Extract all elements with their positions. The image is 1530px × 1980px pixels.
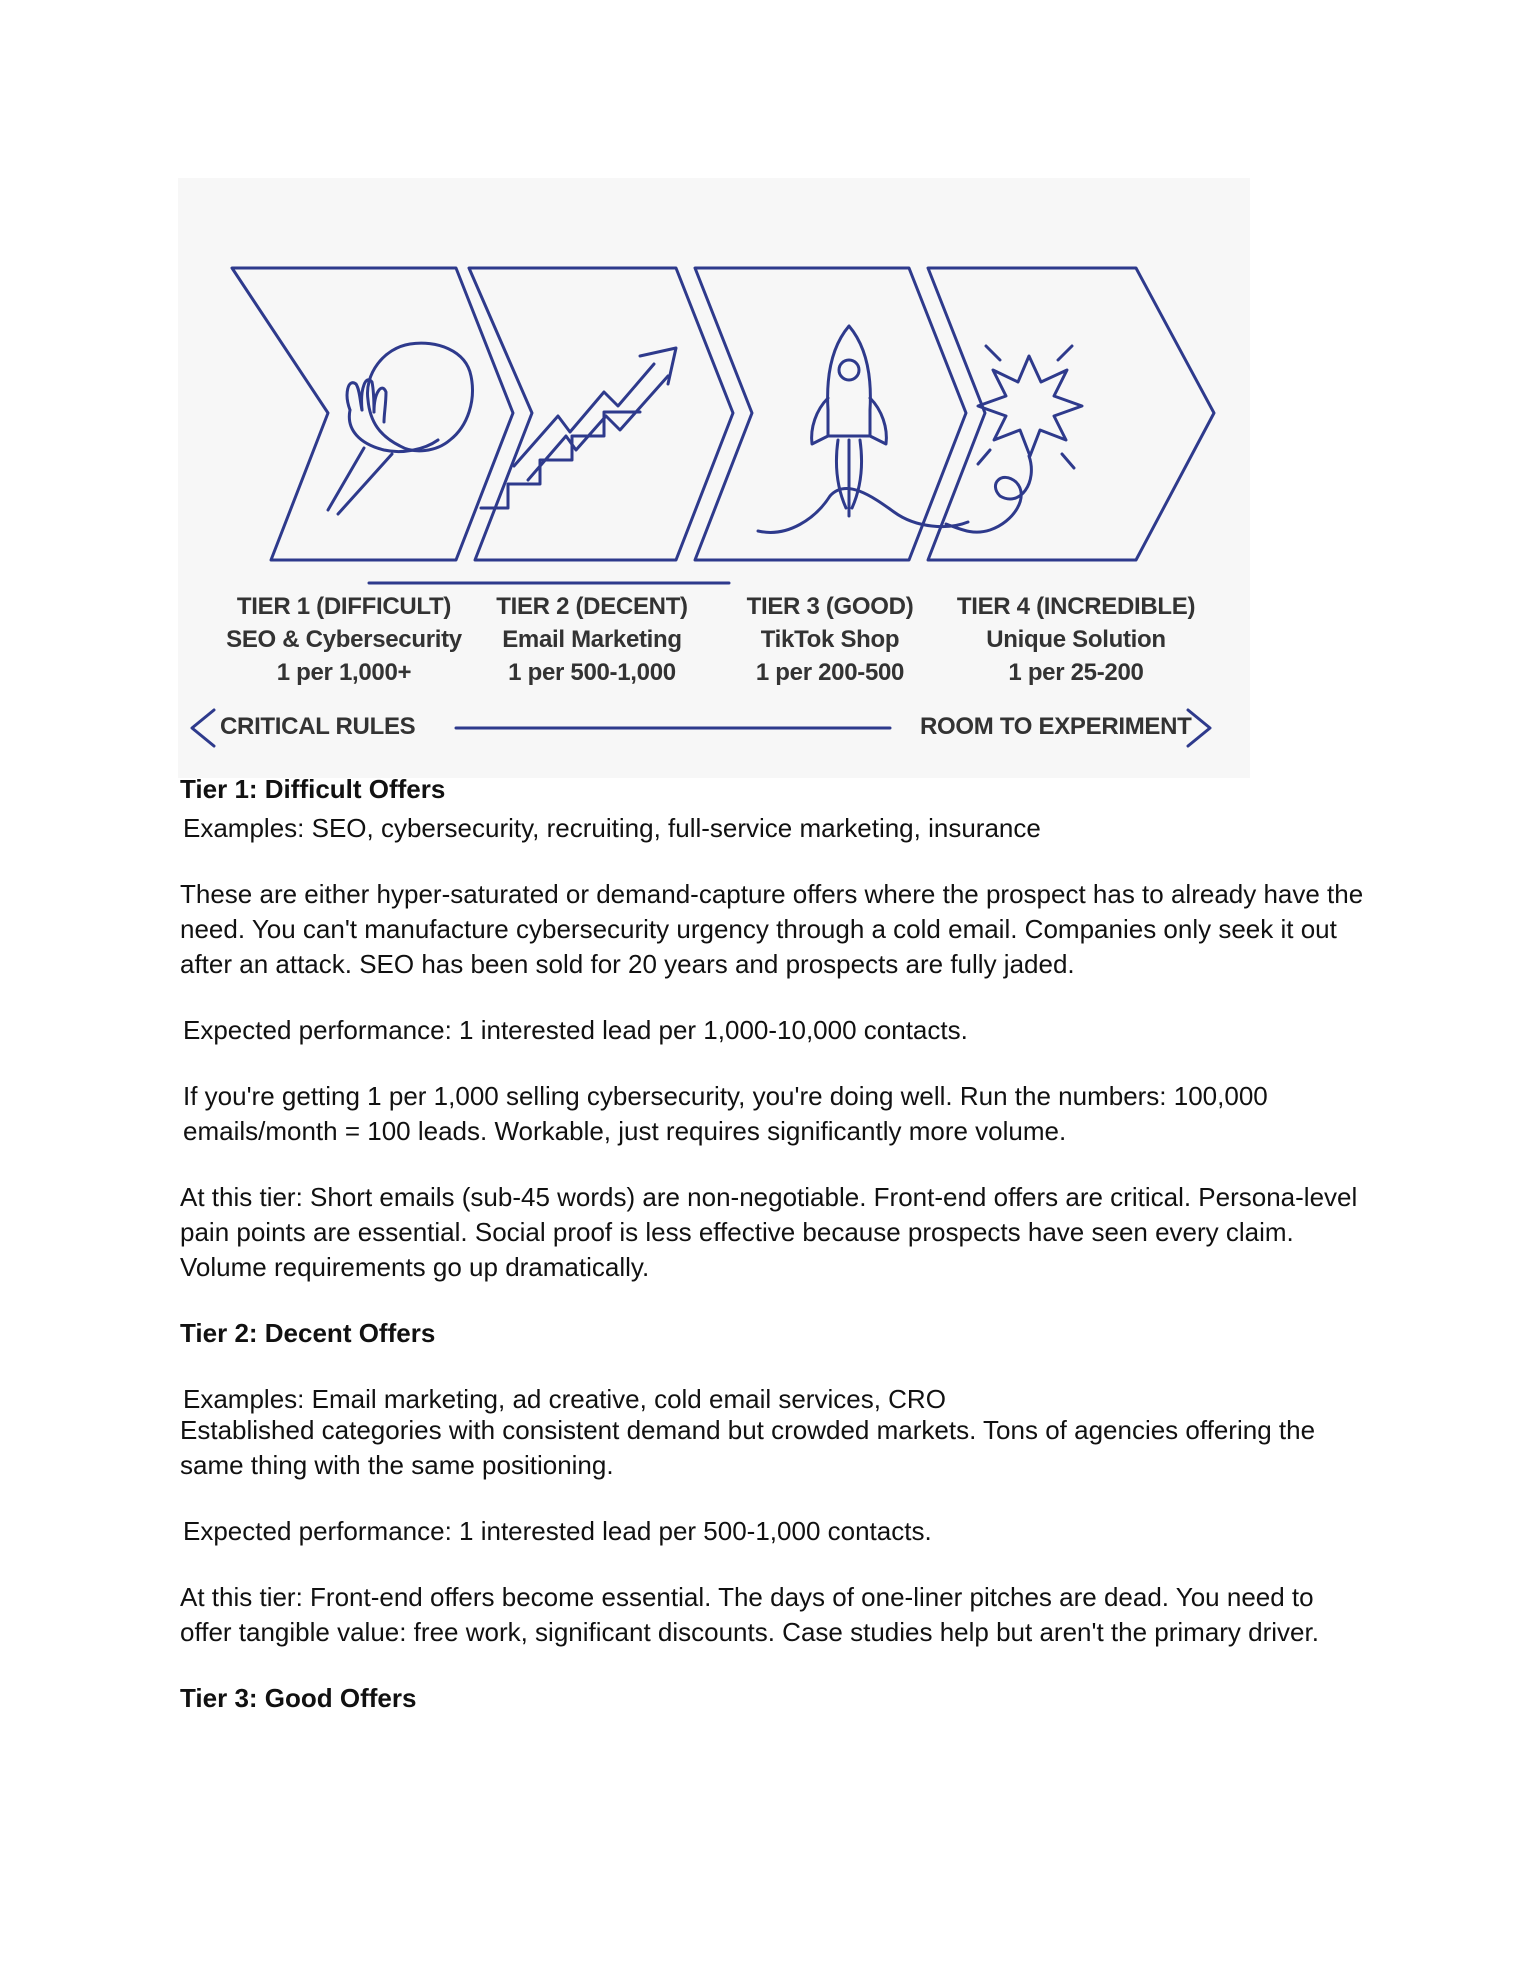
hand-holding-rock-icon	[328, 343, 472, 514]
rocket-icon	[758, 326, 968, 532]
tier-1-category: SEO & Cybersecurity	[226, 626, 462, 653]
tier-1-rate: 1 per 1,000+	[276, 659, 412, 686]
tier-4-title: TIER 4 (INCREDIBLE)	[956, 593, 1196, 620]
stairs-rising-arrow-icon	[481, 348, 676, 508]
tier-2-category: Email Marketing	[502, 626, 682, 653]
tier-4-rate: 1 per 25-200	[1008, 659, 1144, 686]
starburst-icon	[946, 346, 1082, 532]
tier-2-rate: 1 per 500-1,000	[508, 659, 676, 686]
chevron-tier-3	[695, 268, 966, 560]
tier-2-title: TIER 2 (DECENT)	[496, 593, 688, 620]
chevron-tier-4	[928, 268, 1214, 560]
chevron-tier-1	[232, 268, 513, 560]
tier-2-performance: Expected performance: 1 interested lead per 500-1,000 contacts.	[183, 1516, 932, 1546]
tier-1-description: These are either hyper-saturated or demand-capture offers where the prospect has to already have the need. You can't manufacture cybersecurity urgency through a cold email. Companies only seek it out after an attack. SEO has been sold for 20 years and prospects are fully jaded.	[180, 879, 1364, 979]
tier-3-rate: 1 per 200-500	[755, 659, 905, 686]
tier-2-label	[472, 590, 712, 689]
tier-4-label	[956, 590, 1196, 689]
tier-3-title: TIER 3 (GOOD)	[746, 593, 914, 620]
tier-2-heading: Tier 2: Decent Offers	[180, 1318, 436, 1348]
tier-4-category: Unique Solution	[986, 626, 1166, 653]
tier-2-examples: Examples: Email marketing, ad creative, cold email services, CRO	[183, 1384, 946, 1414]
tier-diagram	[178, 178, 1250, 778]
tier-1-title: TIER 1 (DIFFICULT)	[236, 593, 452, 620]
tier-1-numbers: If you're getting 1 per 1,000 selling cybersecurity, you're doing well. Run the numbers: 100,000 emails/month = 100 leads. Workable, just requires significantly more volume.	[183, 1081, 1268, 1146]
tier-3-heading: Tier 3: Good Offers	[180, 1683, 417, 1713]
tier-1-performance: Expected performance: 1 interested lead per 1,000-10,000 contacts.	[183, 1015, 968, 1045]
tier-3-label	[710, 590, 950, 689]
scale-arrow-left-icon	[192, 710, 214, 746]
tier-2-description: Established categories with consistent demand but crowded markets. Tons of agencies offering the same thing with the same positioning.	[180, 1415, 1316, 1480]
document-body	[180, 772, 1370, 1716]
tier-1-heading: Tier 1: Difficult Offers	[180, 774, 446, 804]
tier-3-category: TikTok Shop	[760, 626, 900, 653]
scale-left-label: CRITICAL RULES	[220, 713, 416, 740]
tier-2-guidance: At this tier: Front-end offers become essential. The days of one-liner pitches are dead. You need to offer tangible value: free work, significant discounts. Case studies help but aren't the primary driver.	[180, 1582, 1319, 1647]
tier-1-label	[224, 590, 464, 689]
tier-1-examples: Examples: SEO, cybersecurity, recruiting, full-service marketing, insurance	[183, 813, 1041, 843]
tier-1-guidance: At this tier: Short emails (sub-45 words) are non-negotiable. Front-end offers are critical. Persona-level pain points are essential. Social proof is less effective because prospects have seen every claim. Volume requirements go up dramatically.	[180, 1182, 1358, 1282]
scale-right-label: ROOM TO EXPERIMENT	[920, 713, 1192, 740]
chevron-tier-2	[469, 268, 733, 560]
